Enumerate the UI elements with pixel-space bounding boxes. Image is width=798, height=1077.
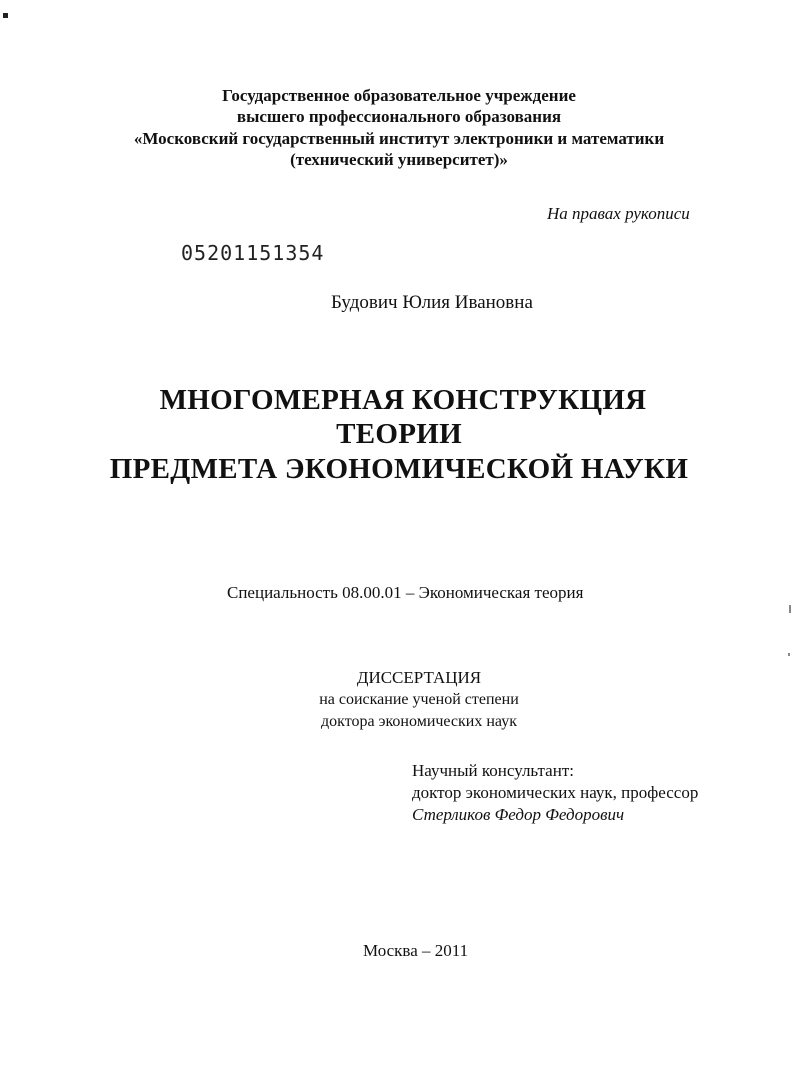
dissertation-line-2: доктора экономических наук [321, 713, 517, 730]
consultant-label: Научный консультант: [412, 761, 574, 780]
scan-mark [788, 653, 790, 656]
scan-mark [789, 605, 791, 613]
scan-mark [3, 13, 8, 18]
consultant-name: Стерликов Федор Федорович [412, 805, 625, 824]
title-line-2: ТЕОРИИ [336, 418, 462, 450]
author-name: Будович Юлия Ивановна [331, 292, 533, 313]
institution-line-3: «Московский государственный институт электроники и математики [133, 129, 665, 148]
dissertation-heading: ДИССЕРТАЦИЯ [356, 668, 482, 687]
consultant-degree: доктор экономических наук, профессор [412, 783, 699, 802]
specialty: Специальность 08.00.01 – Экономическая теория [227, 583, 584, 602]
institution-line-2: высшего профессионального образования [236, 107, 562, 126]
institution-line-1: Государственное образовательное учреждение [222, 86, 576, 105]
institution-line-4: (технический университет)» [290, 150, 508, 169]
dissertation-line-1: на соискание ученой степени [319, 691, 519, 708]
rights-note: На правах рукописи [547, 204, 690, 223]
stamp-number: 05201151354 [181, 241, 325, 265]
city-year: Москва – 2011 [363, 941, 469, 960]
title-line-1: МНОГОМЕРНАЯ КОНСТРУКЦИЯ [159, 384, 647, 416]
title-line-3: ПРЕДМЕТА ЭКОНОМИЧЕСКОЙ НАУКИ [109, 453, 689, 485]
